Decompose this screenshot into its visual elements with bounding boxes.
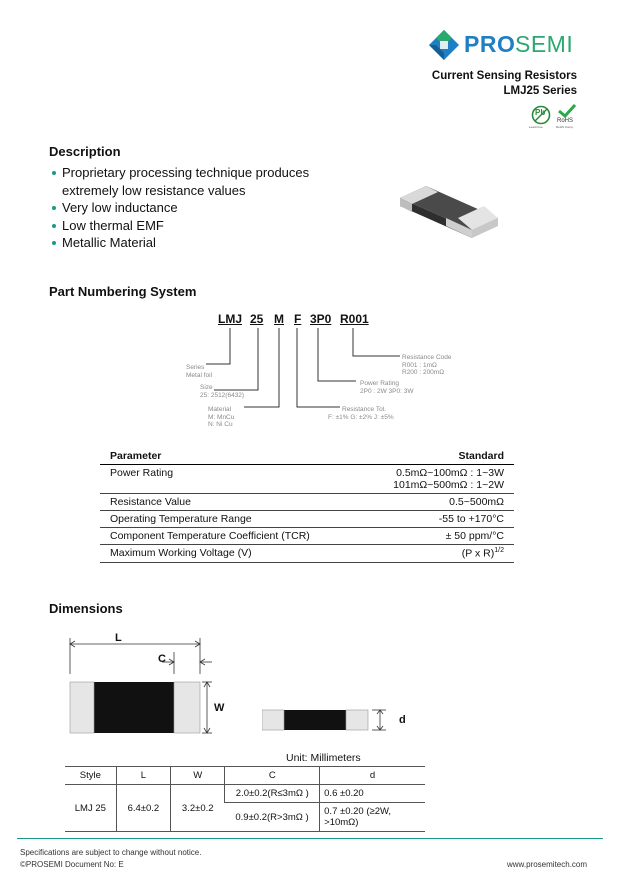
pn-code-value-2: R200 : 200mΩ <box>402 369 445 376</box>
footer-divider <box>17 838 603 839</box>
col-standard: Standard <box>360 448 515 465</box>
dimensions-heading: Dimensions <box>49 601 123 616</box>
pn-code-title: Resistance Code <box>402 354 452 361</box>
lead-free-badge <box>531 105 551 129</box>
table-row: LMJ 25 6.4±0.2 3.2±0.2 2.0±0.2(R≤3mΩ ) 0.6 ±0.20 <box>65 785 425 803</box>
rohs-text: RoHS <box>557 118 574 124</box>
table-row: Power Rating 0.5mΩ~100mΩ : 1~3W 101mΩ~500mΩ : 1~2W <box>100 465 514 494</box>
bullet-icon <box>52 206 56 210</box>
pn-power-value: 2P0 : 2W 3P0: 3W <box>360 387 414 395</box>
pn-segment-size: 25 <box>250 312 264 326</box>
pn-code-value-1: R001 : 1mΩ <box>402 361 437 369</box>
part-number-diagram <box>180 310 480 430</box>
pn-series-value: Metal foil <box>186 371 213 379</box>
footer-website: www.prosemitech.com <box>507 860 588 869</box>
table-row: Operating Temperature Range -55 to +170°C <box>100 511 514 528</box>
pn-material-value-2: N: Ni Cu <box>208 421 233 428</box>
brand-logo <box>428 28 578 62</box>
table-header-row <box>100 448 514 465</box>
footer-copyright: ©PROSEMI Document No: E <box>20 860 124 869</box>
list-item: Low thermal EMF <box>52 217 309 235</box>
list-item: extremely low resistance values <box>62 182 246 198</box>
pn-segment-series: LMJ <box>218 312 242 326</box>
pn-size-value: 25: 2512(6432) <box>200 391 245 399</box>
list-item: Proprietary processing technique produces <box>52 164 309 182</box>
dim-label-l: L <box>115 632 122 644</box>
table-row: 0.9±0.2(R>3mΩ ) 0.7 ±0.20 (≥2W, >10mΩ) <box>65 803 425 832</box>
pn-segment-tolerance: F <box>294 312 302 326</box>
brand-pro-text: PRO <box>464 31 516 57</box>
dim-label-c: C <box>158 653 166 665</box>
rohs-badge <box>556 104 578 130</box>
top-view-drawing <box>62 630 225 740</box>
unit-label: Unit: Millimeters <box>286 752 361 764</box>
rohs-caption: RoHS Comp. <box>556 125 574 129</box>
list-item: Metallic Material <box>52 234 309 252</box>
checkmark-icon <box>557 104 577 118</box>
dim-label-w: W <box>214 702 225 714</box>
pn-material-value-1: M: MnCu <box>208 413 235 421</box>
bullet-icon <box>52 224 56 228</box>
description-list <box>52 164 309 252</box>
resistor-product-image <box>398 178 518 258</box>
pn-material-title: Material <box>208 406 232 413</box>
pn-segment-material: M <box>274 312 284 326</box>
table-row: Maximum Working Voltage (V) (P x R)$^{1/2}$ <box>100 545 514 563</box>
pn-size-title: Size <box>200 384 213 391</box>
table-row: Component Temperature Coefficient (TCR) ± 50 ppm/°C <box>100 528 514 545</box>
pn-segment-code: R001 <box>340 312 369 326</box>
table-header-row: Style L W C d <box>65 767 425 785</box>
dimensions-table <box>65 766 425 832</box>
spec-table <box>100 448 514 563</box>
doc-series: LMJ25 Series <box>503 85 577 97</box>
col-parameter: Parameter <box>100 448 360 465</box>
dim-label-d: d <box>399 714 406 726</box>
pn-tolerance-title: Resistance Tol. <box>342 406 386 413</box>
lead-free-caption: Lead Free <box>529 125 543 129</box>
brand-semi-text: SEMI <box>515 31 574 57</box>
pn-tolerance-value: F: ±1% G: ±2% J: ±5% <box>328 413 394 421</box>
doc-title: Current Sensing Resistors <box>431 70 577 82</box>
bullet-icon <box>52 241 56 245</box>
pn-segment-power: 3P0 <box>310 312 332 326</box>
pn-power-title: Power Rating <box>360 380 400 387</box>
logo-mark-icon <box>428 29 460 61</box>
pn-series-title: Series <box>186 364 205 371</box>
part-numbering-heading: Part Numbering System <box>49 284 197 299</box>
side-view-drawing <box>262 704 402 736</box>
table-row: Resistance Value 0.5~500mΩ <box>100 494 514 511</box>
description-heading: Description <box>49 144 121 159</box>
list-item: Very low inductance <box>52 199 309 217</box>
footer-note: Specifications are subject to change without notice. <box>20 848 202 857</box>
bullet-icon <box>52 171 56 175</box>
lead-free-text: Pb <box>535 108 546 117</box>
